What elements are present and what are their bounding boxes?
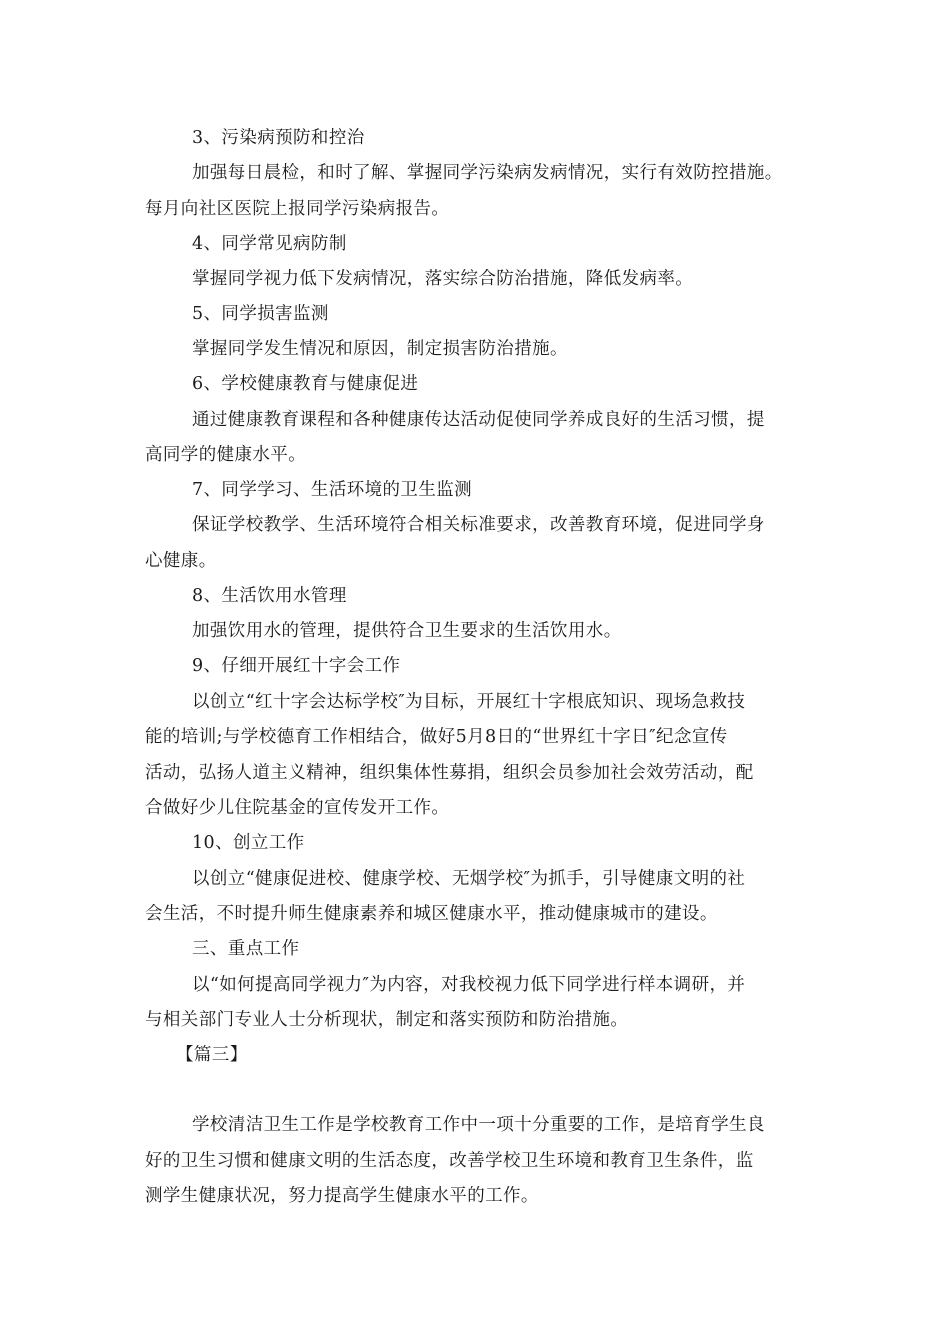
paragraph-line: 以创立“红十字会达标学校″为目标，开展红十字根底知识、现场急救技 [192,692,746,712]
paragraph-line: 保证学校教学、生活环境符合相关标准要求，改善教育环境，促进同学身 [192,515,765,535]
section-heading: 9、仔细开展红十字会工作 [192,656,401,676]
paragraph-line: 活动，弘扬人道主义精神，组织集体性募捐，组织会员参加社会效劳活动，配 [145,763,754,783]
paragraph-line: 以“如何提高同学视力″为内容，对我校视力低下同学进行样本调研，并 [192,975,746,995]
paragraph-line: 通过健康教育课程和各种健康传达活动促使同学养成良好的生活习惯，提 [192,410,765,430]
paragraph-line: 加强每日晨检，和时了解、掌握同学污染病发病情况，实行有效防控措施。 [192,163,783,183]
section-heading: 6、学校健康教育与健康促进 [192,374,419,394]
section-heading: 4、同学常见病防制 [192,234,347,254]
section-heading: 5、同学损害监测 [192,304,329,324]
paragraph-line: 高同学的健康水平。 [145,445,307,465]
paragraph-line: 以创立“健康促进校、健康学校、无烟学校″为抓手，引导健康文明的社 [192,869,746,889]
paragraph-line: 每月向社区医院上报同学污染病报告。 [145,199,450,219]
paragraph-line: 测学生健康状况，努力提高学生健康水平的工作。 [145,1186,539,1206]
section-heading: 3、污染病预防和控治 [192,128,365,148]
paragraph-line: 会生活，不时提升师生健康素养和城区健康水平，推动健康城市的建设。 [145,904,718,924]
paragraph-line: 合做好少儿住院基金的宣传发开工作。 [145,798,450,818]
paragraph-line: 加强饮用水的管理，提供符合卫生要求的生活饮用水。 [192,621,622,641]
chapter-heading: 【篇三】 [176,1045,248,1065]
section-heading: 三、重点工作 [192,939,300,959]
paragraph-line: 能的培训;与学校德育工作相结合，做好5月8日的“世界红十字日″纪念宣传 [145,727,728,747]
section-heading: 7、同学学习、生活环境的卫生监测 [192,480,473,500]
paragraph-line: 与相关部门专业人士分析现状，制定和落实预防和防治措施。 [145,1010,629,1030]
paragraph-line: 心健康。 [145,551,217,571]
section-heading: 10、创立工作 [192,833,305,853]
paragraph-line: 掌握同学视力低下发病情况，落实综合防治措施，降低发病率。 [192,269,694,289]
section-heading: 8、生活饮用水管理 [192,586,347,606]
paragraph-line: 学校清洁卫生工作是学校教育工作中一项十分重要的工作，是培育学生良 [192,1115,765,1135]
paragraph-line: 掌握同学发生情况和原因，制定损害防治措施。 [192,339,568,359]
paragraph-line: 好的卫生习惯和健康文明的生活态度，改善学校卫生环境和教育卫生条件，监 [145,1151,754,1171]
